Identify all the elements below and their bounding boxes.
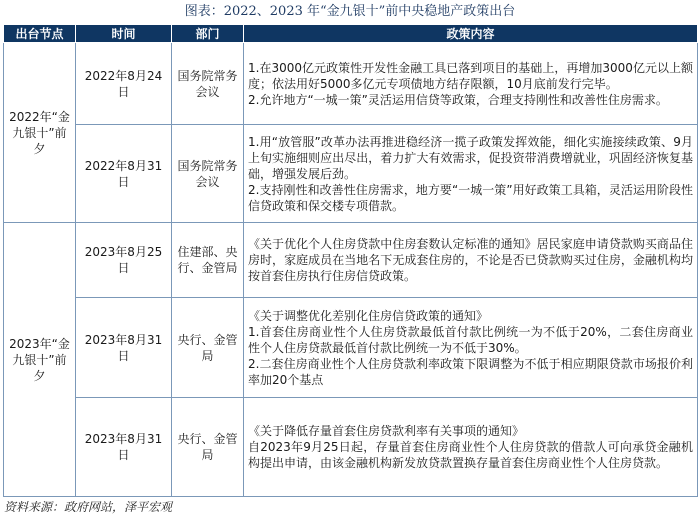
- content-line: 《关于调整优化差别化住房信贷政策的通知》: [248, 308, 489, 323]
- node-cell-2022: 2022年“金九银十”前夕: [4, 43, 76, 223]
- table-row: [4, 43, 698, 125]
- content-line: 2.二套住房商业性个人住房贷款利率政策下限调整为不低于相应期限贷款市场报价利率加20个基点: [248, 356, 693, 387]
- node-cell-2023: 2023年“金九银十”前夕: [4, 223, 76, 497]
- dept-cell: 央行、金管局: [172, 298, 244, 398]
- content-line: 《关于降低存量首套住房贷款利率有关事项的通知》: [248, 424, 525, 438]
- table-title: 图表：2022、2023 年“金九银十”前中央稳地产政策出台: [184, 4, 516, 19]
- dept-cell: 国务院常务会议: [172, 125, 244, 223]
- header-content: 政策内容: [244, 25, 698, 43]
- header-row: [4, 25, 698, 43]
- table-row: [4, 125, 698, 223]
- time-cell: 2023年8月25日: [76, 223, 172, 298]
- content-line: 2.允许地方“一城一策”灵活运用信贷等政策，合理支持刚性和改善性住房需求。: [248, 92, 668, 107]
- table-row: [4, 398, 698, 497]
- content-line: 1.首套住房商业性个人住房贷款最低首付款比例统一为不低于20%，二套住房商业性个人住房贷款最低首付款比例统一为不低于30%。: [248, 324, 693, 355]
- content-line: 1.在3000亿元政策性开发性金融工具已落到项目的基础上，再增加3000亿元以上额度；依法用好5000多亿元专项债地方结存限额，10月底前发行完毕。: [248, 60, 693, 91]
- policy-table: [3, 24, 698, 497]
- content-cell: [244, 125, 698, 223]
- source-note: 资料来源：政府网站，泽平宏观: [4, 500, 173, 514]
- table-row: [4, 223, 698, 298]
- content-line: 《关于优化个人住房贷款中住房套数认定标准的通知》居民家庭申请贷款购买商品住房时，家庭成员在当地名下无成套住房的，不论是否已贷款购买过住房，金融机构均按首套住房执行住房信贷政策。: [248, 237, 693, 283]
- content-cell: [244, 43, 698, 125]
- content-line: 2.支持刚性和改善性住房需求，地方要“一城一策”用好政策工具箱，灵活运用阶段性信贷政策和保交楼专项借款。: [248, 182, 693, 213]
- dept-cell: 央行、金管局: [172, 398, 244, 497]
- content-cell: [244, 223, 698, 298]
- content-cell: [244, 398, 698, 497]
- content-line: 1.用“放管服”改革办法再推进稳经济一揽子政策发挥效能，细化实施接续政策、9月上旬实施细则应出尽出，着力扩大有效需求，促投资带消费增就业，巩固经济恢复基础，增强发展后劲。: [248, 134, 693, 181]
- time-cell: 2022年8月24日: [76, 43, 172, 125]
- header-time: 时间: [76, 25, 172, 43]
- time-cell: 2023年8月31日: [76, 298, 172, 398]
- table-row: [4, 298, 698, 398]
- header-dept: 部门: [172, 25, 244, 43]
- dept-cell: 国务院常务会议: [172, 43, 244, 125]
- time-cell: 2023年8月31日: [76, 398, 172, 497]
- time-cell: 2022年8月31日: [76, 125, 172, 223]
- content-line: 自2023年9月25日起，存量首套住房商业性个人住房贷款的借款人可向承贷金融机构提出申请，由该金融机构新发放贷款置换存量首套住房商业性个人住房贷款。: [248, 440, 693, 470]
- content-cell: [244, 298, 698, 398]
- dept-cell: 住建部、央行、金管局: [172, 223, 244, 298]
- header-node: 出台节点: [4, 25, 76, 43]
